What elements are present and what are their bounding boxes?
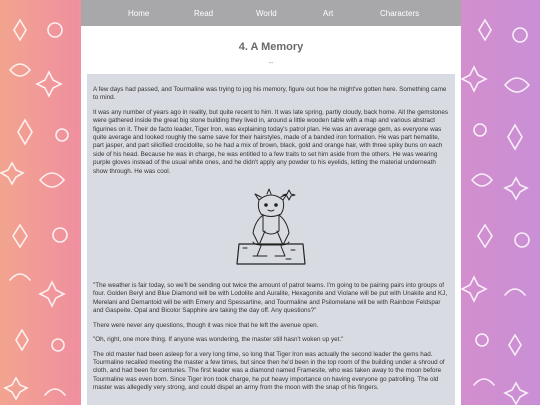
nav-link-art[interactable]: Art — [323, 9, 334, 18]
main-page-column — [81, 0, 461, 405]
story-paragraph: The old master had been asleep for a very long time, so long that Tiger Iron was actually the second leader the gems had. Tourmaline recalled meeting the master a few times, but since then he'd been in the top room of the building under a shroud of cloth, and had been for centuries. The first leader was a diamond named Framesite, who was taken away to the moon before Tourmaline was even born. Since Tiger Iron took charge, he put heavy importance on having everyone go patrolling. The old master was allegedly very strong, and could dispel an army from the moon with the snap of his fingers. — [93, 350, 445, 392]
story-content-panel — [87, 74, 455, 405]
story-paragraph: "The weather is fair today, so we'll be sending out twice the amount of patrol teams. I'm going to be pairing pairs into groups of four. Golden Beryl and Blue Diamond will be with Lodolite and Auralite, Hexagonite and Violane will be put with Unakite and KJ, Merelani and Demantoid will be with Emery and Spessartine, and Tourmaline and Psilomelane will be with Rainbow Feldspar and Gaspeite. Opal and Bicolor Sapphire are taking the day off. Any questions?" — [93, 282, 448, 315]
nav-link-world[interactable]: World — [256, 9, 277, 18]
chapter-title: 4. A Memory — [238, 41, 304, 53]
top-navigation-bar — [81, 0, 461, 26]
character-sketch-illustration — [231, 186, 311, 268]
nav-link-read[interactable]: Read — [194, 9, 214, 18]
story-paragraph: "Oh, right, one more thing. If anyone was wondering, the master still hasn't woken up yet." — [93, 336, 344, 344]
story-paragraph: It was any number of years ago in reality, but quite recent to him. It was late spring, partly cloudy, back home. All the gemstones were gathered inside the great big stone building they lived in, around a little wooden table with a map and various abstract figurines on it. Their de facto leader, Tiger Iron, was explaining today's patrol plan. He was an average gem, as everyone was quite average and looked roughly the same save for their hairstyles, made of a banded iron formation. He was part hematite, part jasper, and part silicified crocidolite, so he had a mix of brown, black, gold and orange hair, with three spiky buns on each side of his head. Because he was in charge, he was entitled to a few traits to set him aside from the others. He was wearing purple gloves instead of the usual white ones, and he didn't apply any powder to his eyelids, letting the material underneath show through. He was cool. — [93, 108, 449, 175]
nav-link-home[interactable]: Home — [128, 9, 150, 18]
chapter-subtitle: -- — [268, 59, 274, 67]
story-paragraph: There were never any questions, though it was nice that he left the avenue open. — [93, 321, 319, 329]
nav-link-characters[interactable]: Characters — [380, 9, 420, 18]
story-paragraph: A few days had passed, and Tourmaline was trying to jog his memory, figure out how he might've gotten here. Something came to mind. — [93, 86, 447, 102]
